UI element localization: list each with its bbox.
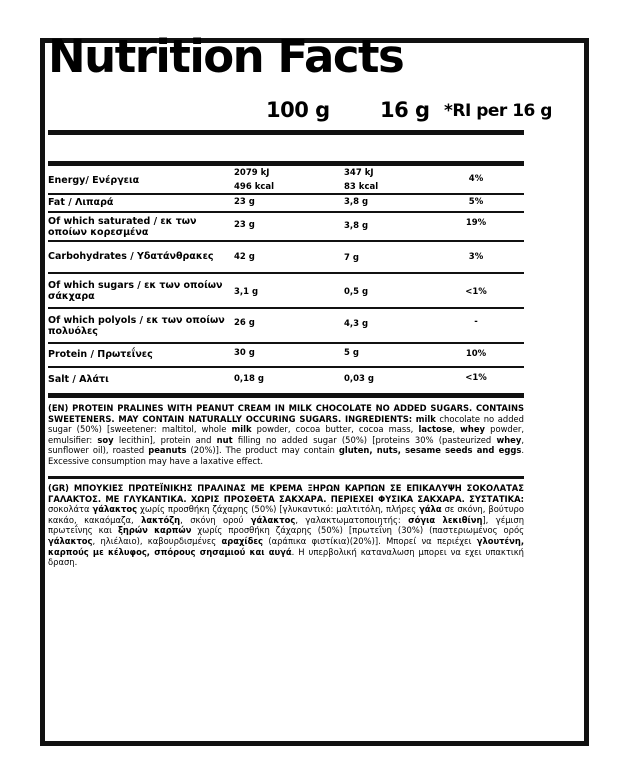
value-ri: 3% bbox=[468, 252, 484, 262]
value-16g: 5 g bbox=[344, 348, 359, 358]
nutrition-row-carbohydrates bbox=[48, 251, 524, 267]
value-16g-kcal: 83 kcal bbox=[344, 182, 379, 192]
value-ri: 19% bbox=[465, 218, 487, 228]
row-label: Of which saturated / εκ των οποίων κορεσμένα bbox=[48, 216, 197, 238]
value-16g: 3,8 g bbox=[344, 221, 369, 231]
column-header-ri: *RI per 16 g bbox=[444, 101, 552, 121]
column-header-100g: 100 g bbox=[266, 98, 330, 122]
value-100g: 42 g bbox=[234, 252, 255, 262]
value-ri: <1% bbox=[465, 373, 487, 383]
divider bbox=[48, 307, 524, 309]
divider-thick bbox=[48, 130, 524, 135]
value-100g: 0,18 g bbox=[234, 374, 265, 384]
value-100g-kcal: 496 kcal bbox=[234, 182, 275, 192]
value-16g: 7 g bbox=[344, 253, 359, 263]
value-100g: 3,1 g bbox=[234, 287, 259, 297]
divider bbox=[48, 366, 524, 368]
value-100g: 26 g bbox=[234, 318, 255, 328]
nutrition-row-salt bbox=[48, 373, 524, 387]
value-100g: 2079 kJ bbox=[234, 168, 270, 178]
nutrition-row-protein bbox=[48, 348, 524, 362]
value-16g: 4,3 g bbox=[344, 319, 369, 329]
value-16g: 0,03 g bbox=[344, 374, 375, 384]
divider-thick bbox=[48, 393, 524, 398]
value-16g: 0,5 g bbox=[344, 287, 369, 297]
divider bbox=[48, 240, 524, 242]
value-100g: 23 g bbox=[234, 220, 255, 230]
row-label: Of which polyols / εκ των οποίων πολυόλες bbox=[48, 315, 225, 337]
value-16g: 3,8 g bbox=[344, 197, 369, 207]
ingredients-gr: (GR) ΜΠΟΥΚΙΕΣ ΠΡΩΤΕΪΝΙΚΗΣ ΠΡΑΛΙΝΑΣ ΜΕ ΚΡΕΜΑ ΞΗΡΩΝ ΚΑΡΠΩΝ ΣΕ ΕΠΙΚΑΛΥΨΗ ΣΟΚΟΛΑΤΑΣ ΓΑΛΑΚΤΟΣ. ΜΕ ΓΛΥΚΑΝΤΙΚΑ. ΧΩΡΙΣ ΠΡΟΣΘΕΤΑ ΣΑΚΧΑΡΑ. ΠΕΡΙΕΧΕΙ ΦΥΣΙΚΑ ΣΑΚΧΑΡΑ. ΣΥΣΤΑΤΙΚΑ: σοκολάτα γάλακτος χωρίς προσθήκη ζάχαρης (50%) [γλυκαντικό: μαλτιτόλη, πλήρες γάλα σε σκόνη, βούτυρο κακάο, κακαόμαζα, λακτόζη, σκόνη ορού γάλακτος, γαλακτωματοποιητής: σόγια λεκιθίνη], γέμιση πρωτεΐνης και ξηρών καρπών χωρίς προσθήκη ζάχαρης (50%) [πρωτεΐνη (30%) (παστεριωμένος ορός γάλακτος, ηλιέλαιο), καβουρδισμένες αραχίδες (αράπικα φιστίκια)(20%)]. Μπορεί να περιέχει γλουτένη, καρπούς με κέλυφος, σπόρους σησαμιού και αυγά. Η υπερβολική καταναλωση μπορει να εχει υπακτική δραση. bbox=[48, 483, 525, 568]
nutrition-row-sugars bbox=[48, 280, 524, 304]
nutrition-row-saturated bbox=[48, 216, 524, 238]
row-label: Energy/ Ενέργεια bbox=[48, 175, 140, 186]
row-label: Protein / Πρωτεΐνες bbox=[48, 349, 153, 360]
value-ri: <1% bbox=[465, 287, 487, 297]
ingredients-en: (EN) PROTEIN PRALINES WITH PEANUT CREAM IN MILK CHOCOLATE NO ADDED SUGARS. CONTAINS SWEETENERS. MAY CONTAIN NATURALLY OCCURING SUGARS. INGREDIENTS: milk chocolate no added sugar (50%) [sweetener: maltitol, whole milk powder, cocoa butter, cocoa mass, lactose, whey powder, emulsifier: soy lecithin], protein and nut filling no added sugar (50%) [proteins 30% (pasteurized whey, sunflower oil), roasted peanuts (20%)]. The product may contain gluten, nuts, sesame seeds and eggs. Excessive consumption may have a laxative effect. bbox=[48, 403, 524, 466]
divider bbox=[48, 476, 524, 479]
row-label: Carbohydrates / Υδατάνθρακες bbox=[48, 251, 214, 262]
divider bbox=[48, 272, 524, 274]
divider bbox=[48, 342, 524, 344]
value-ri: 4% bbox=[468, 174, 484, 184]
value-16g: 347 kJ bbox=[344, 168, 374, 178]
row-label: Fat / Λιπαρά bbox=[48, 197, 114, 208]
value-100g: 23 g bbox=[234, 197, 255, 207]
label-frame bbox=[40, 38, 589, 746]
divider bbox=[48, 211, 524, 213]
nutrition-row-fat bbox=[48, 196, 524, 210]
divider bbox=[48, 193, 524, 195]
row-label: Salt / Αλάτι bbox=[48, 374, 109, 385]
divider-thick bbox=[48, 161, 524, 166]
value-ri: - bbox=[474, 317, 478, 327]
page-title: Nutrition Facts bbox=[48, 30, 404, 83]
nutrition-row-polyols bbox=[48, 315, 524, 339]
row-label: Of which sugars / εκ των οποίων σάκχαρα bbox=[48, 280, 223, 302]
column-header-16g: 16 g bbox=[380, 98, 430, 122]
value-100g: 30 g bbox=[234, 348, 255, 358]
value-ri: 10% bbox=[465, 349, 487, 359]
nutrition-row-energy bbox=[48, 168, 524, 192]
value-ri: 5% bbox=[468, 197, 484, 207]
